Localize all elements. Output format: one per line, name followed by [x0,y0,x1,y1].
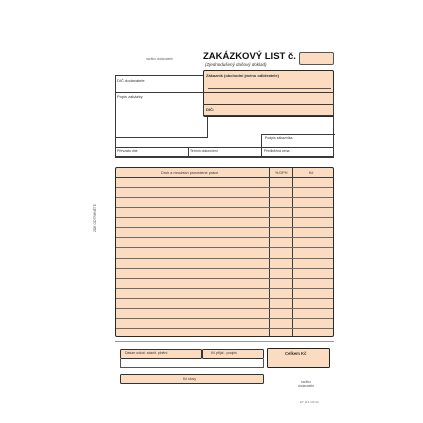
table-row-line [116,247,333,248]
signature-label: Podpis zákazníka [265,136,293,140]
supplier-stamp-label: razítko dodavatele [297,380,315,388]
table-row-line [116,207,333,208]
form-subtitle: (Zjednodušený daňový doklad) [205,62,267,67]
table-row-line [116,237,333,238]
dates-row [115,147,334,158]
table-row-line [116,258,333,259]
customer-dic-label: DIČ: [206,107,215,112]
received-label: Kč přijal - podpis [211,351,237,355]
dates-divider-1 [188,147,189,158]
advance-price-label: Předběžná cena [264,149,290,153]
work-table[interactable] [115,167,334,337]
col-work-header: Druh a množství provedené práce [161,171,219,175]
accepted-label: Převzato dne [117,149,138,153]
table-row-line [116,328,333,329]
tear-off-label: ZDE ODTRHNĚTE [93,203,97,232]
form-code: ET 114 OP 40 [300,400,319,404]
table-row-line [116,268,333,269]
col-amount-header: Kč [309,171,314,175]
table-row-line [116,318,333,319]
invoice-form [100,30,343,404]
amount-in-words-label: Kč slovy [183,377,197,381]
table-row-line [116,288,333,289]
table-row-line [116,197,333,198]
invoice-number-field[interactable] [299,52,334,65]
order-description-label: Popis zakázky [117,94,143,99]
table-row-line [116,298,333,299]
received-extra-box [120,359,264,368]
deadline-label: Termín dokončení [190,149,218,153]
date-supply-label: Datum uskut. zdanit. plnění [125,351,168,355]
customer-label: Zákazník (obchodní jméno odběratele) [206,73,279,78]
supplier-stamp-small: razítko dodavatele [146,57,173,61]
total-label: Celkem Kč [285,351,307,356]
footer-separator [115,341,334,342]
supplier-dic-label: DIČ dodavatele [117,78,145,83]
table-row-line [116,187,333,188]
form-title: ZAKÁZKOVÝ LIST č. [203,51,296,62]
col-vat-header: % DPH [275,171,288,175]
table-row-line [116,278,333,279]
table-row-line [116,217,333,218]
customer-inner-line [208,88,331,89]
table-row-line [116,308,333,309]
table-rows [116,177,333,337]
table-row-line [116,227,333,228]
dates-divider-2 [261,147,262,158]
